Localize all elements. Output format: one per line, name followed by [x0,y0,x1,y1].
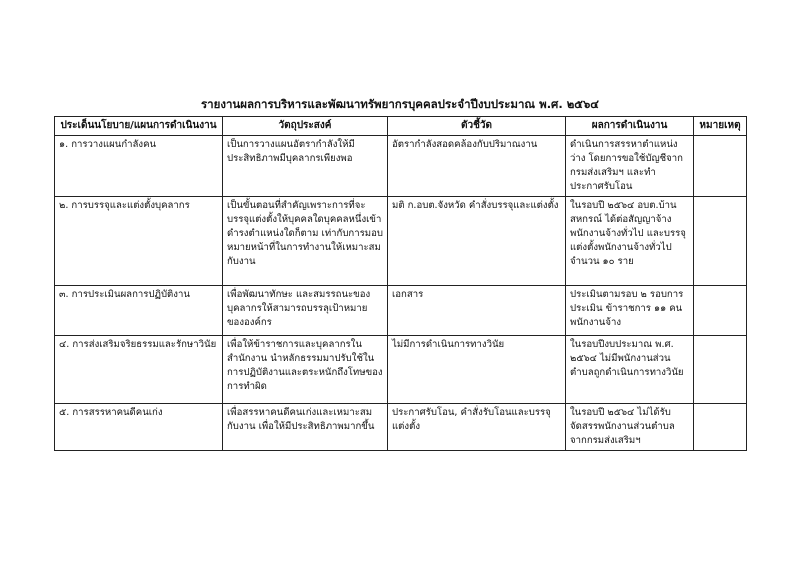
objective-cell: เพื่อสรรหาคนดีคนเก่งและเหมาะสมกับงาน เพื่อให้มีประสิทธิภาพมากขึ้น [223,404,388,451]
objective-cell: เป็นการวางแผนอัตรากำลังให้มีประสิทธิภาพมีบุคลากรเพียงพอ [223,136,388,197]
indicator-cell: ประกาศรับโอน, คำสั่งรับโอนและบรรจุแต่งตั้ง [388,404,566,451]
indicator-cell: เอกสาร [388,286,566,336]
remark-cell [694,286,747,336]
result-cell: ในรอบปี ๒๕๖๔ อบต.บ้านสหกรณ์ ได้ต่อสัญญาจ้างพนักงานจ้างทั่วไป และบรรจุแต่งตั้งพนักงานจ้างทั่วไป จำนวน ๑๐ ราย [566,197,694,286]
policy-cell: ๓. การประเมินผลการปฏิบัติงาน [55,286,223,336]
table-row [55,136,747,197]
remark-cell [694,197,747,286]
remark-cell [694,404,747,451]
report-table [54,116,747,451]
result-cell: ดำเนินการสรรหาตำแหน่งว่าง โดยการขอใช้บัญชีจากกรมส่งเสริมฯ และทำประกาศรับโอน [566,136,694,197]
table-row [55,404,747,451]
objective-cell: เพื่อพัฒนาทักษะ และสมรรถนะของบุคลากรให้สามารถบรรลุเป้าหมายขององค์กร [223,286,388,336]
policy-cell: ๑. การวางแผนกำลังคน [55,136,223,197]
header-indicator: ตัวชี้วัด [388,117,566,136]
result-cell: ในรอบปีงบประมาณ พ.ศ. ๒๕๖๔ ไม่มีพนักงานส่วนตำบลถูกดำเนินการทางวินัย [566,336,694,404]
header-objective: วัตถุประสงค์ [223,117,388,136]
objective-cell: เพื่อให้ข้าราชการและบุคลากรในสำนักงาน นำหลักธรรมมาปรับใช้ในการปฏิบัติงานและตระหนักถึงโทษของการทำผิด [223,336,388,404]
remark-cell [694,136,747,197]
table-row [55,286,747,336]
table-row [55,197,747,286]
header-result: ผลการดำเนินงาน [566,117,694,136]
indicator-cell: อัตรากำลังสอดคล้องกับปริมาณงาน [388,136,566,197]
table-header-row [55,117,747,136]
result-cell: ประเมินตามรอบ ๒ รอบการประเมิน ข้าราชการ ๑๑ คน พนักงานจ้าง [566,286,694,336]
remark-cell [694,336,747,404]
policy-cell: ๔. การส่งเสริมจริยธรรมและรักษาวินัย [55,336,223,404]
policy-cell: ๒. การบรรจุและแต่งตั้งบุคลากร [55,197,223,286]
indicator-cell: มติ ก.อบต.จังหวัด คำสั่งบรรจุและแต่งตั้ง [388,197,566,286]
policy-cell: ๕. การสรรหาคนดีคนเก่ง [55,404,223,451]
result-cell: ในรอบปี ๒๕๖๔ ไม่ได้รับจัดสรรพนักงานส่วนตำบลจากกรมส่งเสริมฯ [566,404,694,451]
indicator-cell: ไม่มีการดำเนินการทางวินัย [388,336,566,404]
table-row [55,336,747,404]
page-title: รายงานผลการบริหารและพัฒนาทรัพยากรบุคคลประจำปีงบประมาณ พ.ศ. ๒๕๖๔ [200,97,600,111]
header-policy: ประเด็นนโยบาย/แผนการดำเนินงาน [55,117,223,136]
header-remark: หมายเหตุ [694,117,747,136]
objective-cell: เป็นขั้นตอนที่สำคัญเพราะการที่จะบรรจุแต่งตั้งให้บุคคลใดบุคคลหนึ่งเข้าดำรงตำแหน่งใดก็ตาม เท่ากับการมอบหมายหน้าที่ในการทำงานให้เหมาะสมกับงาน [223,197,388,286]
